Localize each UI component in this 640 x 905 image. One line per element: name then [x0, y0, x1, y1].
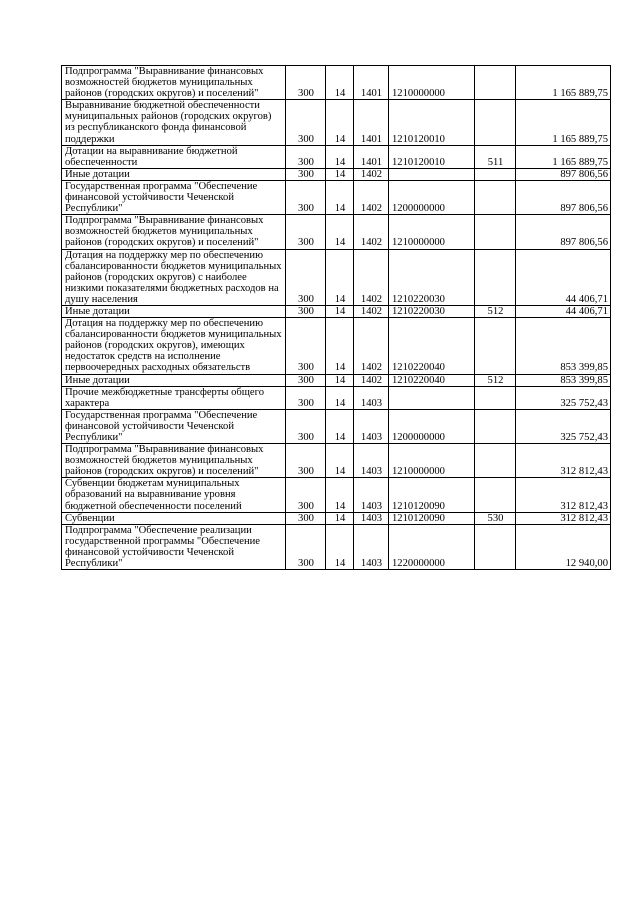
amount-cell: 1 165 889,75: [516, 100, 611, 145]
target-article-code-cell: [389, 168, 475, 180]
subsection-code-cell: 1403: [354, 409, 389, 443]
target-article-code-cell: 1210120010: [389, 145, 475, 168]
table-row: [62, 318, 611, 374]
amount-cell: 325 752,43: [516, 409, 611, 443]
expense-kind-code-cell: [475, 168, 516, 180]
amount-cell: 312 812,43: [516, 512, 611, 524]
expense-kind-code-cell: [475, 524, 516, 569]
row-name-cell: Иные дотации: [62, 305, 286, 317]
row-name-cell: Субвенции бюджетам муниципальных образований на выравнивание уровня бюджетной обеспеченности поселений: [62, 478, 286, 512]
table-row: [62, 100, 611, 145]
subsection-code-cell: 1401: [354, 100, 389, 145]
section-code-cell: 14: [326, 100, 354, 145]
section-code-cell: 14: [326, 409, 354, 443]
target-article-code-cell: 1210220030: [389, 305, 475, 317]
subsection-code-cell: 1403: [354, 512, 389, 524]
ministry-code-cell: 300: [286, 145, 326, 168]
row-name-cell: Дотации на выравнивание бюджетной обеспеченности: [62, 145, 286, 168]
row-name-cell: Дотация на поддержку мер по обеспечению сбалансированности бюджетов муниципальных районов (городских округов), имеющих недостаток средств на исполнение первоочередных расходных обязательств: [62, 318, 286, 374]
amount-cell: 44 406,71: [516, 249, 611, 305]
subsection-code-cell: 1402: [354, 305, 389, 317]
amount-cell: 312 812,43: [516, 478, 611, 512]
table-row: [62, 478, 611, 512]
subsection-code-cell: 1403: [354, 524, 389, 569]
target-article-code-cell: 1210120090: [389, 512, 475, 524]
amount-cell: 897 806,56: [516, 168, 611, 180]
table-row: [62, 512, 611, 524]
row-name-cell: Подпрограмма "Выравнивание финансовых возможностей бюджетов муниципальных районов (городских округов) и поселений": [62, 215, 286, 249]
ministry-code-cell: 300: [286, 215, 326, 249]
subsection-code-cell: 1402: [354, 215, 389, 249]
target-article-code-cell: 1210220040: [389, 374, 475, 386]
expense-kind-code-cell: [475, 444, 516, 478]
amount-cell: 897 806,56: [516, 180, 611, 214]
amount-cell: 1 165 889,75: [516, 66, 611, 100]
table-body: [62, 66, 611, 570]
table-row: [62, 145, 611, 168]
amount-cell: 853 399,85: [516, 374, 611, 386]
section-code-cell: 14: [326, 305, 354, 317]
amount-cell: 44 406,71: [516, 305, 611, 317]
section-code-cell: 14: [326, 386, 354, 409]
ministry-code-cell: 300: [286, 444, 326, 478]
target-article-code-cell: 1210120090: [389, 478, 475, 512]
section-code-cell: 14: [326, 444, 354, 478]
expense-kind-code-cell: [475, 409, 516, 443]
ministry-code-cell: 300: [286, 318, 326, 374]
row-name-cell: Государственная программа "Обеспечение финансовой устойчивости Чеченской Республики": [62, 180, 286, 214]
subsection-code-cell: 1402: [354, 180, 389, 214]
table-row: [62, 524, 611, 569]
expense-kind-code-cell: [475, 386, 516, 409]
budget-table: [61, 65, 611, 570]
subsection-code-cell: 1401: [354, 145, 389, 168]
section-code-cell: 14: [326, 524, 354, 569]
ministry-code-cell: 300: [286, 512, 326, 524]
subsection-code-cell: 1403: [354, 444, 389, 478]
ministry-code-cell: 300: [286, 168, 326, 180]
section-code-cell: 14: [326, 215, 354, 249]
row-name-cell: Выравнивание бюджетной обеспеченности муниципальных районов (городских округов) из республиканского фонда финансовой поддержки: [62, 100, 286, 145]
table-row: [62, 249, 611, 305]
ministry-code-cell: 300: [286, 524, 326, 569]
subsection-code-cell: 1402: [354, 318, 389, 374]
amount-cell: 1 165 889,75: [516, 145, 611, 168]
ministry-code-cell: 300: [286, 478, 326, 512]
target-article-code-cell: 1210120010: [389, 100, 475, 145]
subsection-code-cell: 1402: [354, 168, 389, 180]
ministry-code-cell: 300: [286, 100, 326, 145]
row-name-cell: Субвенции: [62, 512, 286, 524]
table-row: [62, 409, 611, 443]
amount-cell: 325 752,43: [516, 386, 611, 409]
subsection-code-cell: 1401: [354, 66, 389, 100]
amount-cell: 312 812,43: [516, 444, 611, 478]
row-name-cell: Иные дотации: [62, 374, 286, 386]
target-article-code-cell: 1210000000: [389, 444, 475, 478]
table-row: [62, 66, 611, 100]
section-code-cell: 14: [326, 512, 354, 524]
ministry-code-cell: 300: [286, 305, 326, 317]
row-name-cell: Государственная программа "Обеспечение финансовой устойчивости Чеченской Республики": [62, 409, 286, 443]
amount-cell: 853 399,85: [516, 318, 611, 374]
row-name-cell: Подпрограмма "Выравнивание финансовых возможностей бюджетов муниципальных районов (городских округов) и поселений": [62, 444, 286, 478]
table-row: [62, 374, 611, 386]
ministry-code-cell: 300: [286, 386, 326, 409]
ministry-code-cell: 300: [286, 409, 326, 443]
target-article-code-cell: [389, 386, 475, 409]
section-code-cell: 14: [326, 478, 354, 512]
section-code-cell: 14: [326, 66, 354, 100]
section-code-cell: 14: [326, 374, 354, 386]
subsection-code-cell: 1402: [354, 374, 389, 386]
row-name-cell: Дотация на поддержку мер по обеспечению сбалансированности бюджетов муниципальных районов (городских округов) с наиболее низкими показателями бюджетных расходов на душу населения: [62, 249, 286, 305]
ministry-code-cell: 300: [286, 180, 326, 214]
row-name-cell: Подпрограмма "Выравнивание финансовых возможностей бюджетов муниципальных районов (городских округов) и поселений": [62, 66, 286, 100]
target-article-code-cell: 1220000000: [389, 524, 475, 569]
ministry-code-cell: 300: [286, 249, 326, 305]
section-code-cell: 14: [326, 145, 354, 168]
target-article-code-cell: 1210220030: [389, 249, 475, 305]
subsection-code-cell: 1402: [354, 249, 389, 305]
section-code-cell: 14: [326, 318, 354, 374]
table-row: [62, 305, 611, 317]
target-article-code-cell: 1210000000: [389, 66, 475, 100]
target-article-code-cell: 1210000000: [389, 215, 475, 249]
section-code-cell: 14: [326, 180, 354, 214]
expense-kind-code-cell: 512: [475, 305, 516, 317]
target-article-code-cell: 1210220040: [389, 318, 475, 374]
table-row: [62, 168, 611, 180]
subsection-code-cell: 1403: [354, 386, 389, 409]
expense-kind-code-cell: [475, 66, 516, 100]
table-row: [62, 444, 611, 478]
expense-kind-code-cell: [475, 318, 516, 374]
ministry-code-cell: 300: [286, 66, 326, 100]
expense-kind-code-cell: [475, 180, 516, 214]
target-article-code-cell: 1200000000: [389, 409, 475, 443]
expense-kind-code-cell: [475, 478, 516, 512]
expense-kind-code-cell: [475, 100, 516, 145]
expense-kind-code-cell: 511: [475, 145, 516, 168]
table-row: [62, 180, 611, 214]
row-name-cell: Подпрограмма "Обеспечение реализации государственной программы "Обеспечение финансовой устойчивости Чеченской Республики": [62, 524, 286, 569]
target-article-code-cell: 1200000000: [389, 180, 475, 214]
row-name-cell: Прочие межбюджетные трансферты общего характера: [62, 386, 286, 409]
table-row: [62, 386, 611, 409]
expense-kind-code-cell: [475, 215, 516, 249]
row-name-cell: Иные дотации: [62, 168, 286, 180]
section-code-cell: 14: [326, 249, 354, 305]
amount-cell: 12 940,00: [516, 524, 611, 569]
ministry-code-cell: 300: [286, 374, 326, 386]
table-row: [62, 215, 611, 249]
subsection-code-cell: 1403: [354, 478, 389, 512]
expense-kind-code-cell: 530: [475, 512, 516, 524]
section-code-cell: 14: [326, 168, 354, 180]
amount-cell: 897 806,56: [516, 215, 611, 249]
expense-kind-code-cell: 512: [475, 374, 516, 386]
expense-kind-code-cell: [475, 249, 516, 305]
